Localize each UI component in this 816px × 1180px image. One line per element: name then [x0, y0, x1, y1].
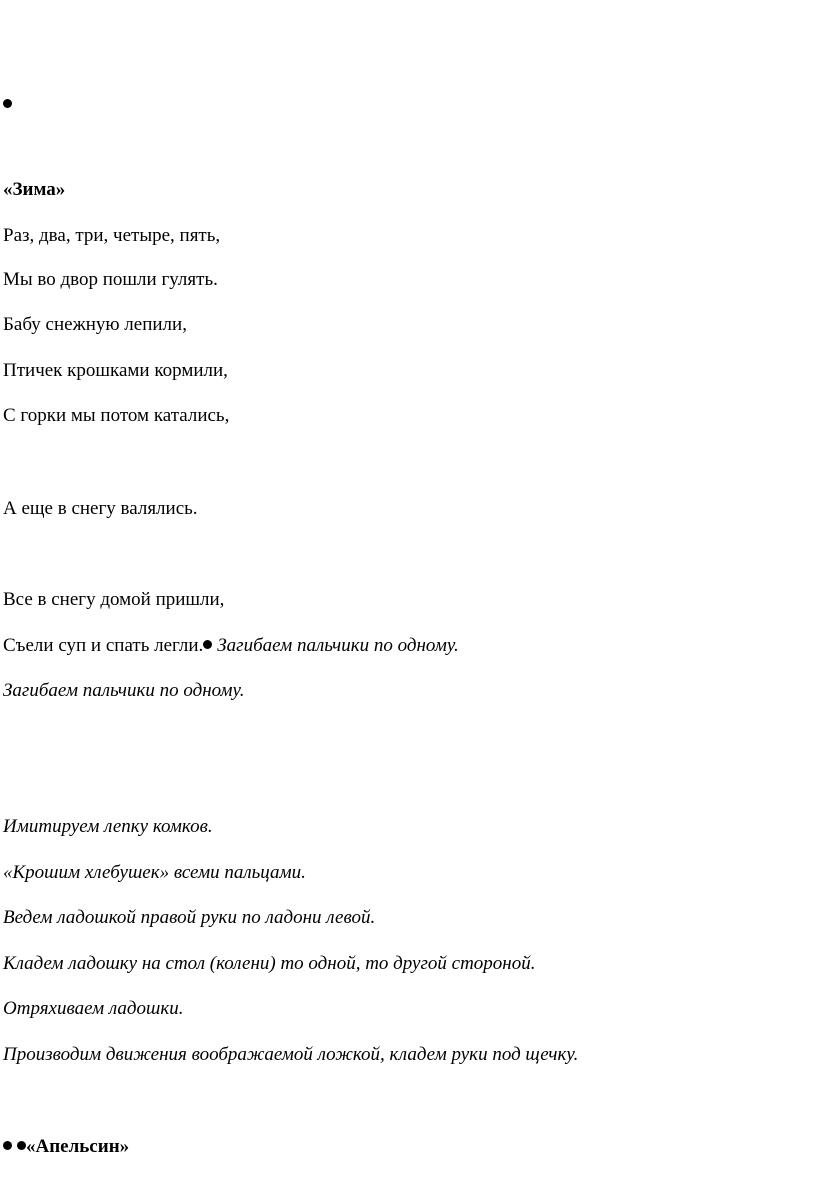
poem-line: А еще в снегу валялись. [3, 498, 198, 519]
poem-line: Съели суп и спать легли. [3, 635, 204, 656]
poem-line-with-instruction [3, 634, 459, 658]
bullet-icon [3, 99, 12, 108]
poem-line: С горки мы потом катались, [3, 405, 230, 426]
instruction-text: Отряхиваем ладошки. [3, 998, 184, 1019]
poem-line: Раз, два, три, четыре, пять, [3, 225, 221, 246]
poem-title-line-apelsin [3, 1135, 129, 1159]
instruction-text: Кладем ладошку на стол (колени) то одной, то другой стороной. [3, 953, 536, 974]
instruction-text: Производим движения воображаемой ложкой, кладем руки под щечку. [3, 1044, 579, 1065]
instruction-text: «Крошим хлебушек» всеми пальцами. [3, 862, 306, 883]
poem-line: Птичек крошками кормили, [3, 360, 228, 381]
bullet-icon [203, 640, 212, 649]
poem-line: Все в снегу домой пришли, [3, 589, 225, 610]
bullet-icon [17, 1141, 26, 1150]
poem-line: Бабу снежную лепили, [3, 314, 187, 335]
poem-title-apelsin: «Апельсин» [26, 1136, 130, 1157]
poem-title-zima: «Зима» [3, 179, 66, 200]
poem-line: Мы во двор пошли гулять. [3, 269, 218, 290]
instruction-text: Имитируем лепку комков. [3, 816, 213, 837]
bullet-line [3, 93, 12, 117]
instruction-text: Загибаем пальчики по одному. [217, 635, 459, 656]
instruction-text: Загибаем пальчики по одному. [3, 680, 245, 701]
bullet-icon [3, 1141, 12, 1150]
instruction-text: Ведем ладошкой правой руки по ладони левой. [3, 907, 376, 928]
